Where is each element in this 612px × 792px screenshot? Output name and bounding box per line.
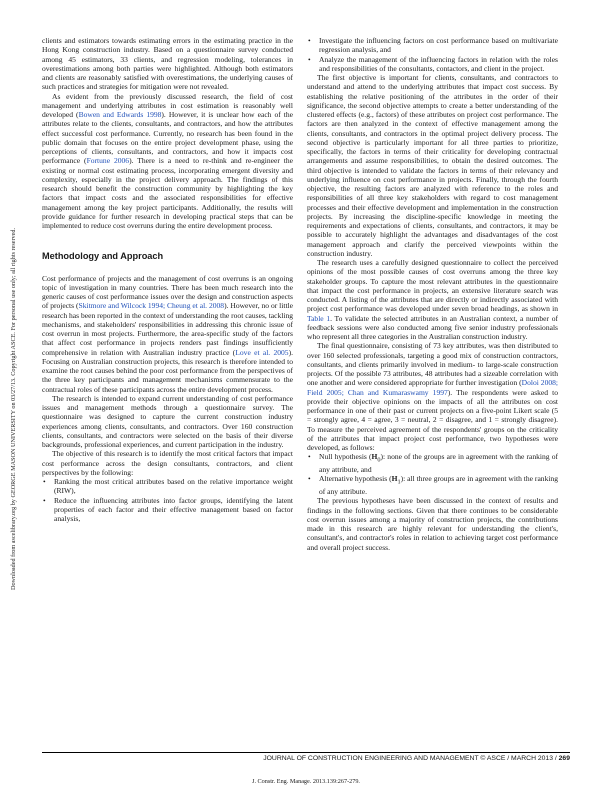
list-item: • Null hypothesis $(H_0)$: none of the groups are in agreement with the ranking of any attribute, and: [307, 452, 558, 474]
list-item: • Alternative hypothesis $(H_1)$: all three groups are in agreement with the ranking of any attribute.: [307, 474, 558, 496]
citation-link[interactable]: Fortune 2006: [86, 156, 130, 166]
left-column: [42, 36, 293, 523]
paragraph: The final questionnaire, consisting of 73 key attributes, was then distributed to over 160 selected professionals, targeting a good mix of construction contractors, consultants, and clients primarily involved in medium- to large-scale construction projects. Of the possible 73 attributes, 48 attributes had a sizeable correlation with one another and were considered appropriate for further investigation (Doloi 2008; Field 2005; Chan and Kumaraswamy 1997). The respondents were asked to provide their objective opinions on the impacts of all the attributes on cost performance in one of their past or current projects on a five-point Likert scale (5 = strongly agree, 4 = agree, 3 = neutral, 2 = disagree, and 1 = strongly disagree). To measure the perceived agreement of the respondents' groups on the criticality of the attributes that impact project cost performance, two hypotheses were developed, as follows:: [307, 341, 559, 452]
article-citation: J. Constr. Eng. Manage. 2013.139:267-279.: [252, 778, 360, 785]
page-number: 269: [558, 755, 570, 762]
section-heading: Methodology and Approach: [42, 251, 164, 262]
paragraph: The objective of this research is to identify the most critical factors that impact cost performance across the design consultants, contractors, and client perspectives by the following:: [42, 449, 293, 477]
download-notice-text: Downloaded from ascelibrary.org by GEORGE MASON UNIVERSITY on 03/27/13. Copyright ASCE. For personal use only; all rights reserved.: [10, 227, 17, 590]
paragraph: clients and estimators towards estimating errors in the estimating practice in the Hong Kong construction industry. Based on a questionnaire survey conducted among 45 estimators, 33 clients, and regression modeling, tolerances in overestimations among both parties were highlighted. Although both estimators and clients are reasonably satisfied with overestimations, the underlying causes of such practices and strategies for mitigation were not revealed.: [42, 36, 293, 92]
list-item: • Analyze the management of the influencing factors in relation with the roles and responsibilities of the consultants, contactors, and client in the project.: [307, 55, 558, 74]
footer-divider: [42, 752, 570, 753]
citation-link[interactable]: Love et al. 2005: [235, 347, 289, 357]
journal-footer: [42, 755, 570, 762]
table-link[interactable]: Table 1: [307, 313, 331, 323]
paragraph: The first objective is important for clients, consultants, and contractors to understand and attend to the underlying attributes that impact cost success. By establishing the relative positioning of the attributes in the order of their significance, the second objective attempts to create a better understanding of the clustered effects (e.g., factors) of these attributes on project cost performance. The factors are then analyzed in the context of effective management among the clients, consultants, and contractors in the optimal project delivery process. The second objective is particularly important for all three parties to prioritize, specifically, the factors in terms of their criticality for developing contractual arrangements and assume responsibilities, to obtain the desired outcomes. The third objective is intended to validate the factors in terms of their relevancy and underlying influence on cost performance in projects. Finally, through the fourth objective, the resulting factors are analyzed with reference to the roles and responsibilities of all three key stakeholders with regard to cost management processes and their effective development and implementation in the construction projects. By increasing the discipline-specific knowledge in meeting the requirements and expectations of clients, consultants, and contractors, it may be possible to accurately highlight the advantages and disadvantages of the cost management approach and clarify the perceived viewpoints within the construction industry.: [307, 73, 558, 258]
paragraph: As evident from the previously discussed research, the field of cost management and underlying attributes in cost estimation is reasonably well developed (Bowen and Edwards 1998). However, it is unclear how each of the attributes relate to the clients, consultants, and contractors, and how the attributes effect successful cost performance. Currently, no research has been found in the public domain that focuses on the entire project development phase, using the perceptions of clients, consultants, and contractors, and how it impacts cost performance (Fortune 2006). There is a need to re-think and re-engineer the existing or normal cost estimating process, incorporating emergent diversity and complexity, especially in the project delivery approach. The findings of this research should benefit the construction community by highlighting the key factors that impact costs and the associated responsibilities for effective management among the key project participants. Additionally, the results will provide guidance for further research in developing practical steps that can be implemented to reduce cost overruns during the entire development process.: [42, 91, 294, 230]
objective-list: [42, 477, 293, 523]
paragraph: The research uses a carefully designed questionnaire to collect the perceived opinions of the most possible causes of cost overruns among the three key stakeholder groups. To capture the most relevant attributes in the questionnaire that impact the cost performance in projects, an extensive literature search was conducted. A listing of the attributes that are directly or indirectly associated with project cost performance was developed under seven broad headings, as shown in Table 1. To validate the selected attributes in an Australian context, a number of feedback sessions were also conducted among five senior industry professionals who represent all three categories in the Australian construction industry.: [307, 258, 558, 341]
list-item: • Investigate the influencing factors on cost performance based on multivariate regression analysis, and: [307, 36, 558, 55]
right-column: [307, 36, 558, 552]
journal-name: JOURNAL OF CONSTRUCTION ENGINEERING AND MANAGEMENT © ASCE / MARCH 2013 /: [263, 755, 559, 762]
citation-link[interactable]: Bowen and Edwards 1998: [78, 110, 162, 119]
citation-link[interactable]: Skitmore and Wilcock 1994; Cheung et al. 2008: [78, 301, 225, 311]
objective-list: [307, 36, 558, 73]
list-item: • Ranking the most critical attributes based on the relative importance weight (RIW),: [42, 477, 293, 496]
hypothesis-list: [307, 452, 558, 496]
paragraph: The previous hypotheses have been discussed in the context of results and findings in the following sections. Given that there continues to be considerable cost overrun issues among a majority of construction projects, the contributions made in this research are highly relevant for understanding the client's, consultant's, and contractor's roles in relation to achieving target cost performance and overall project success.: [307, 496, 558, 552]
list-item: • Reduce the influencing attributes into factor groups, identifying the latent properties of each factor and their effective management based on factor analysis,: [42, 496, 293, 524]
download-notice: [4, 30, 16, 590]
citation-link[interactable]: Doloi 2008; Field 2005; Chan and Kumaraswamy 1997: [307, 378, 558, 397]
paragraph: The research is intended to expand current understanding of cost performance issues and management methods through a questionnaire survey. The questionnaire was designed to capture the current construction industry experiences among clients, consultants, and contractors. Over 160 construction clients, consultants, and contractors were selected on the basis of their diverse backgrounds, professional experiences, and current participation in the industry.: [42, 393, 293, 449]
paragraph: Cost performance of projects and the management of cost overruns is an ongoing topic of investigation in many countries. There has been much research into the generic causes of cost performance issues over the design and construction aspects of projects (Skitmore and Wilcock 1994; Cheung et al. 2008). However, no or little research has been reported in the context of understanding the root causes, tackling mechanisms, and stakeholders' responsibilities in addressing this chronic issue of cost overrun in most projects. Furthermore, the area-specific study of the factors that affect cost performance in projects renders past findings insufficiently comprehensive in relation with Australian industry practice (Love et al. 2005). Focusing on Australian construction projects, this research is therefore intended to examine the root causes behind the poor cost performance from the perspectives of the three key participants and management mechanisms commensurate to the contractual roles of these participants across the entire development process.: [42, 273, 293, 394]
